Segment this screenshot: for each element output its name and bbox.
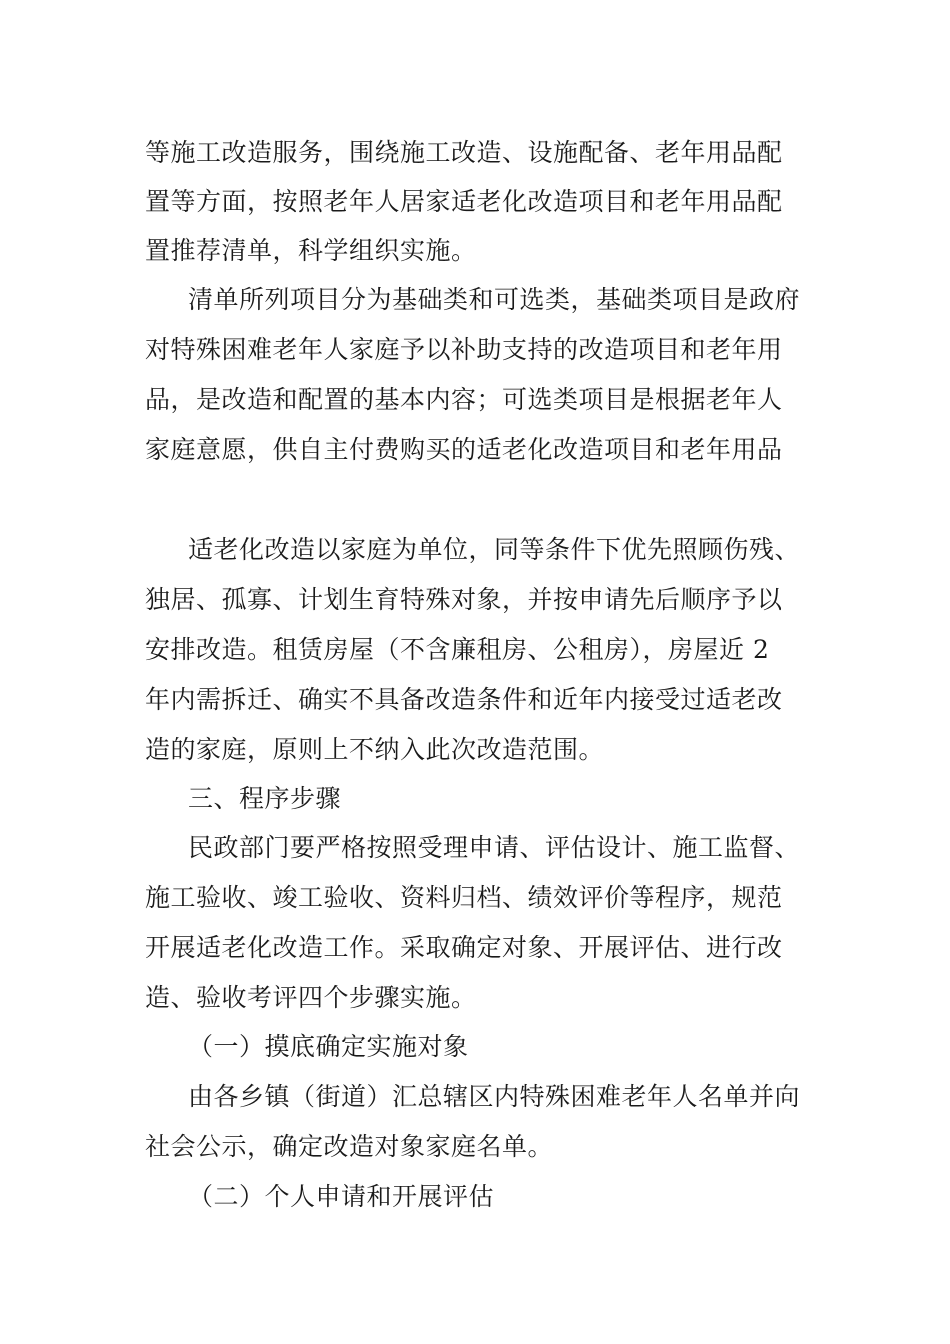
paragraph-4-line-2: 施工验收、竣工验收、资料归档、绩效评价等程序，规范 [145,883,783,912]
paragraph-3-line-5: 造的家庭，原则上不纳入此次改造范围。 [145,735,605,764]
subheading-1: （一）摸底确定实施对象 [188,1032,469,1061]
paragraph-1-line-2: 置等方面，按照老年人居家适老化改造项目和老年用品配 [145,187,783,216]
subheading-2: （二）个人申请和开展评估 [188,1182,495,1211]
paragraph-5-line-1: 由各乡镇（街道）汇总辖区内特殊困难老年人名单并向 [188,1082,801,1111]
paragraph-1-line-1: 等施工改造服务，围绕施工改造、设施配备、老年用品配 [145,138,783,167]
paragraph-4-line-1: 民政部门要严格按照受理申请、评估设计、施工监督、 [188,833,801,862]
paragraph-3-line-1: 适老化改造以家庭为单位，同等条件下优先照顾伤残、 [188,535,801,564]
paragraph-4-line-4: 造、验收考评四个步骤实施。 [145,983,477,1012]
paragraph-2-line-2: 对特殊困难老年人家庭予以补助支持的改造项目和老年用 [145,335,783,364]
paragraph-2-line-3: 品，是改造和配置的基本内容；可选类项目是根据老年人 [145,385,783,414]
paragraph-2-line-1: 清单所列项目分为基础类和可选类，基础类项目是政府 [188,285,801,314]
section-heading: 三、程序步骤 [188,784,342,813]
paragraph-3-line-2: 独居、孤寡、计划生育特殊对象，并按申请先后顺序予以 [145,585,783,614]
paragraph-3-line-3: 安排改造。租赁房屋（不含廉租房、公租房），房屋近 2 [145,635,770,664]
paragraph-3-line-4: 年内需拆迁、确实不具备改造条件和近年内接受过适老改 [145,685,783,714]
paragraph-4-line-3: 开展适老化改造工作。采取确定对象、开展评估、进行改 [145,933,783,962]
paragraph-1-line-3: 置推荐清单，科学组织实施。 [145,236,477,265]
paragraph-5-line-2: 社会公示，确定改造对象家庭名单。 [145,1132,554,1161]
paragraph-2-line-4: 家庭意愿，供自主付费购买的适老化改造项目和老年用品 [145,435,783,464]
